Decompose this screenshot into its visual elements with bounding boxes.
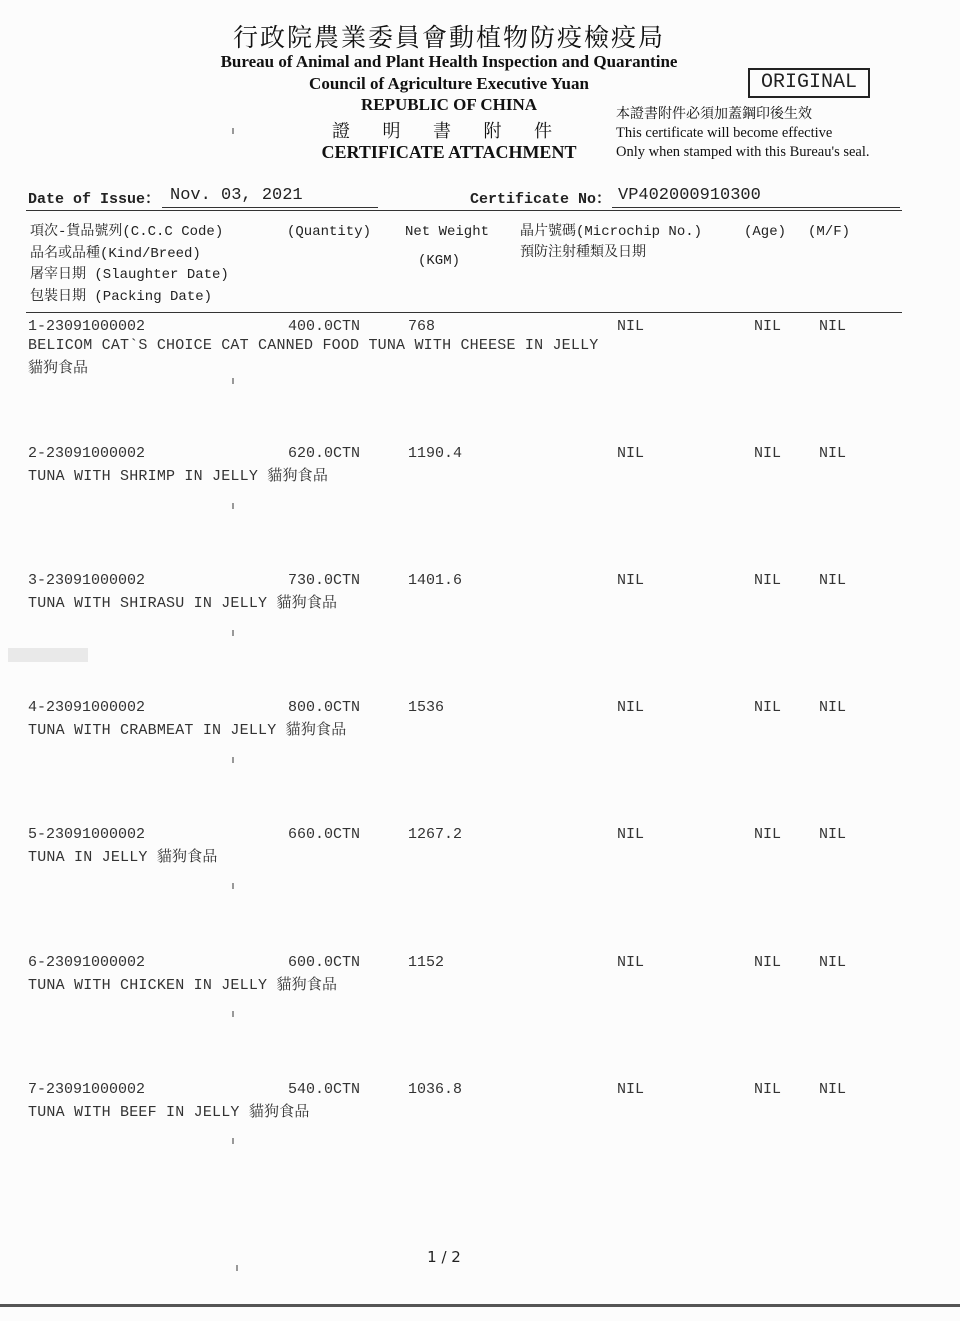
table-row	[0, 699, 960, 819]
item-code: 3-23091000002	[28, 572, 146, 589]
item-microchip: NIL	[617, 1081, 645, 1098]
item-microchip: NIL	[617, 826, 645, 843]
item-quantity: 800.0CTN	[288, 699, 361, 716]
item-age: NIL	[754, 699, 782, 716]
item-code: 7-23091000002	[28, 1081, 146, 1098]
column-header-quantity: (Quantity)	[287, 224, 372, 240]
date-of-issue-label: Date of Issue：	[28, 191, 161, 208]
table-row	[0, 572, 960, 692]
scan-speck	[232, 1138, 234, 1144]
scan-speck	[232, 378, 234, 384]
header-vaccination-label: 預防注射種類及日期	[520, 245, 646, 261]
item-net-weight: 1536	[408, 699, 445, 716]
item-microchip: NIL	[617, 318, 645, 335]
item-description: TUNA WITH BEEF IN JELLY 貓狗食品	[28, 1104, 310, 1121]
page-number: 1 / 2	[427, 1248, 461, 1266]
item-age: NIL	[754, 445, 782, 462]
scan-speck	[232, 503, 234, 509]
bureau-title-chinese: 行政院農業委員會動植物防疫檢疫局	[232, 25, 665, 52]
item-age: NIL	[754, 318, 782, 335]
item-age: NIL	[754, 954, 782, 971]
scan-speck	[232, 1011, 234, 1017]
certificate-underline	[612, 207, 900, 208]
column-header-net-weight	[405, 222, 489, 272]
table-row	[0, 954, 960, 1074]
header-net-weight-unit: (KGM)	[418, 253, 461, 269]
item-sex: NIL	[819, 826, 847, 843]
item-description-line2: 貓狗食品	[28, 360, 89, 377]
item-description: BELICOM CAT`S CHOICE CAT CANNED FOOD TUNA WITH CHEESE IN JELLY	[28, 337, 599, 354]
header-slaughter-date: 屠宰日期 (Slaughter Date)	[30, 267, 229, 283]
column-header-age: (Age)	[744, 224, 787, 240]
item-quantity: 730.0CTN	[288, 572, 361, 589]
seal-notice-line2: Only when stamped with this Bureau's seal.	[616, 144, 870, 160]
scan-smudge	[8, 648, 88, 662]
item-net-weight: 768	[408, 318, 436, 335]
item-code: 4-23091000002	[28, 699, 146, 716]
country-title: REPUBLIC OF CHINA	[361, 95, 537, 114]
scan-speck	[232, 128, 234, 134]
date-underline	[162, 207, 378, 208]
item-description: TUNA WITH SHRIMP IN JELLY 貓狗食品	[28, 468, 329, 485]
seal-notice-chinese: 本證書附件必須加蓋鋼印後生效	[616, 107, 812, 122]
item-description: TUNA WITH CHICKEN IN JELLY 貓狗食品	[28, 977, 338, 994]
item-sex: NIL	[819, 699, 847, 716]
seal-notice-line1: This certificate will become effective	[616, 125, 833, 141]
item-net-weight: 1267.2	[408, 826, 463, 843]
item-description: TUNA WITH SHIRASU IN JELLY 貓狗食品	[28, 595, 338, 612]
scan-speck	[232, 883, 234, 889]
item-net-weight: 1036.8	[408, 1081, 463, 1098]
item-code: 6-23091000002	[28, 954, 146, 971]
item-sex: NIL	[819, 318, 847, 335]
bureau-title-english: Bureau of Animal and Plant Health Inspection and Quarantine	[220, 52, 678, 71]
table-row	[0, 1081, 960, 1201]
table-top-rule	[26, 210, 902, 211]
item-quantity: 620.0CTN	[288, 445, 361, 462]
attachment-title-english: CERTIFICATE ATTACHMENT	[321, 142, 577, 162]
item-net-weight: 1190.4	[408, 445, 463, 462]
table-row	[0, 826, 960, 946]
header-packing-date: 包裝日期 (Packing Date)	[30, 288, 213, 305]
item-age: NIL	[754, 1081, 782, 1098]
certificate-number-value: VP402000910300	[618, 186, 761, 205]
header-kind-breed: 品名或品種(Kind/Breed)	[30, 245, 201, 262]
table-row	[0, 445, 960, 565]
item-microchip: NIL	[617, 954, 645, 971]
item-code: 5-23091000002	[28, 826, 146, 843]
item-quantity: 400.0CTN	[288, 318, 361, 335]
date-of-issue-value: Nov. 03, 2021	[170, 186, 303, 205]
item-microchip: NIL	[617, 572, 645, 589]
item-net-weight: 1152	[408, 954, 445, 971]
item-code: 1-23091000002	[28, 318, 146, 335]
header-ccc-code: 項次-貨品號列(C.C.C Code)	[30, 224, 224, 240]
item-microchip: NIL	[617, 699, 645, 716]
table-header-rule	[26, 312, 902, 313]
council-title: Council of Agriculture Executive Yuan	[309, 74, 589, 93]
attachment-title-chinese: 證 明 書 附 件	[332, 121, 566, 141]
original-stamp: ORIGINAL	[748, 68, 870, 98]
item-sex: NIL	[819, 1081, 847, 1098]
item-microchip: NIL	[617, 445, 645, 462]
item-sex: NIL	[819, 572, 847, 589]
header-net-weight-label: Net Weight	[405, 224, 490, 240]
table-row	[0, 318, 960, 438]
column-header-item	[30, 222, 229, 308]
scan-speck	[232, 757, 234, 763]
item-quantity: 540.0CTN	[288, 1081, 361, 1098]
item-code: 2-23091000002	[28, 445, 146, 462]
item-net-weight: 1401.6	[408, 572, 463, 589]
column-header-microchip	[520, 222, 702, 264]
scan-bottom-edge	[0, 1304, 960, 1307]
item-sex: NIL	[819, 954, 847, 971]
item-quantity: 600.0CTN	[288, 954, 361, 971]
header-microchip-label: 晶片號碼(Microchip No.)	[520, 224, 703, 240]
scan-speck	[232, 630, 234, 636]
item-age: NIL	[754, 572, 782, 589]
item-age: NIL	[754, 826, 782, 843]
item-sex: NIL	[819, 445, 847, 462]
item-description: TUNA IN JELLY 貓狗食品	[28, 849, 218, 866]
item-quantity: 660.0CTN	[288, 826, 361, 843]
certificate-number-label: Certificate No：	[470, 191, 612, 208]
column-header-sex: (M/F)	[808, 224, 851, 240]
item-description: TUNA WITH CRABMEAT IN JELLY 貓狗食品	[28, 722, 347, 739]
